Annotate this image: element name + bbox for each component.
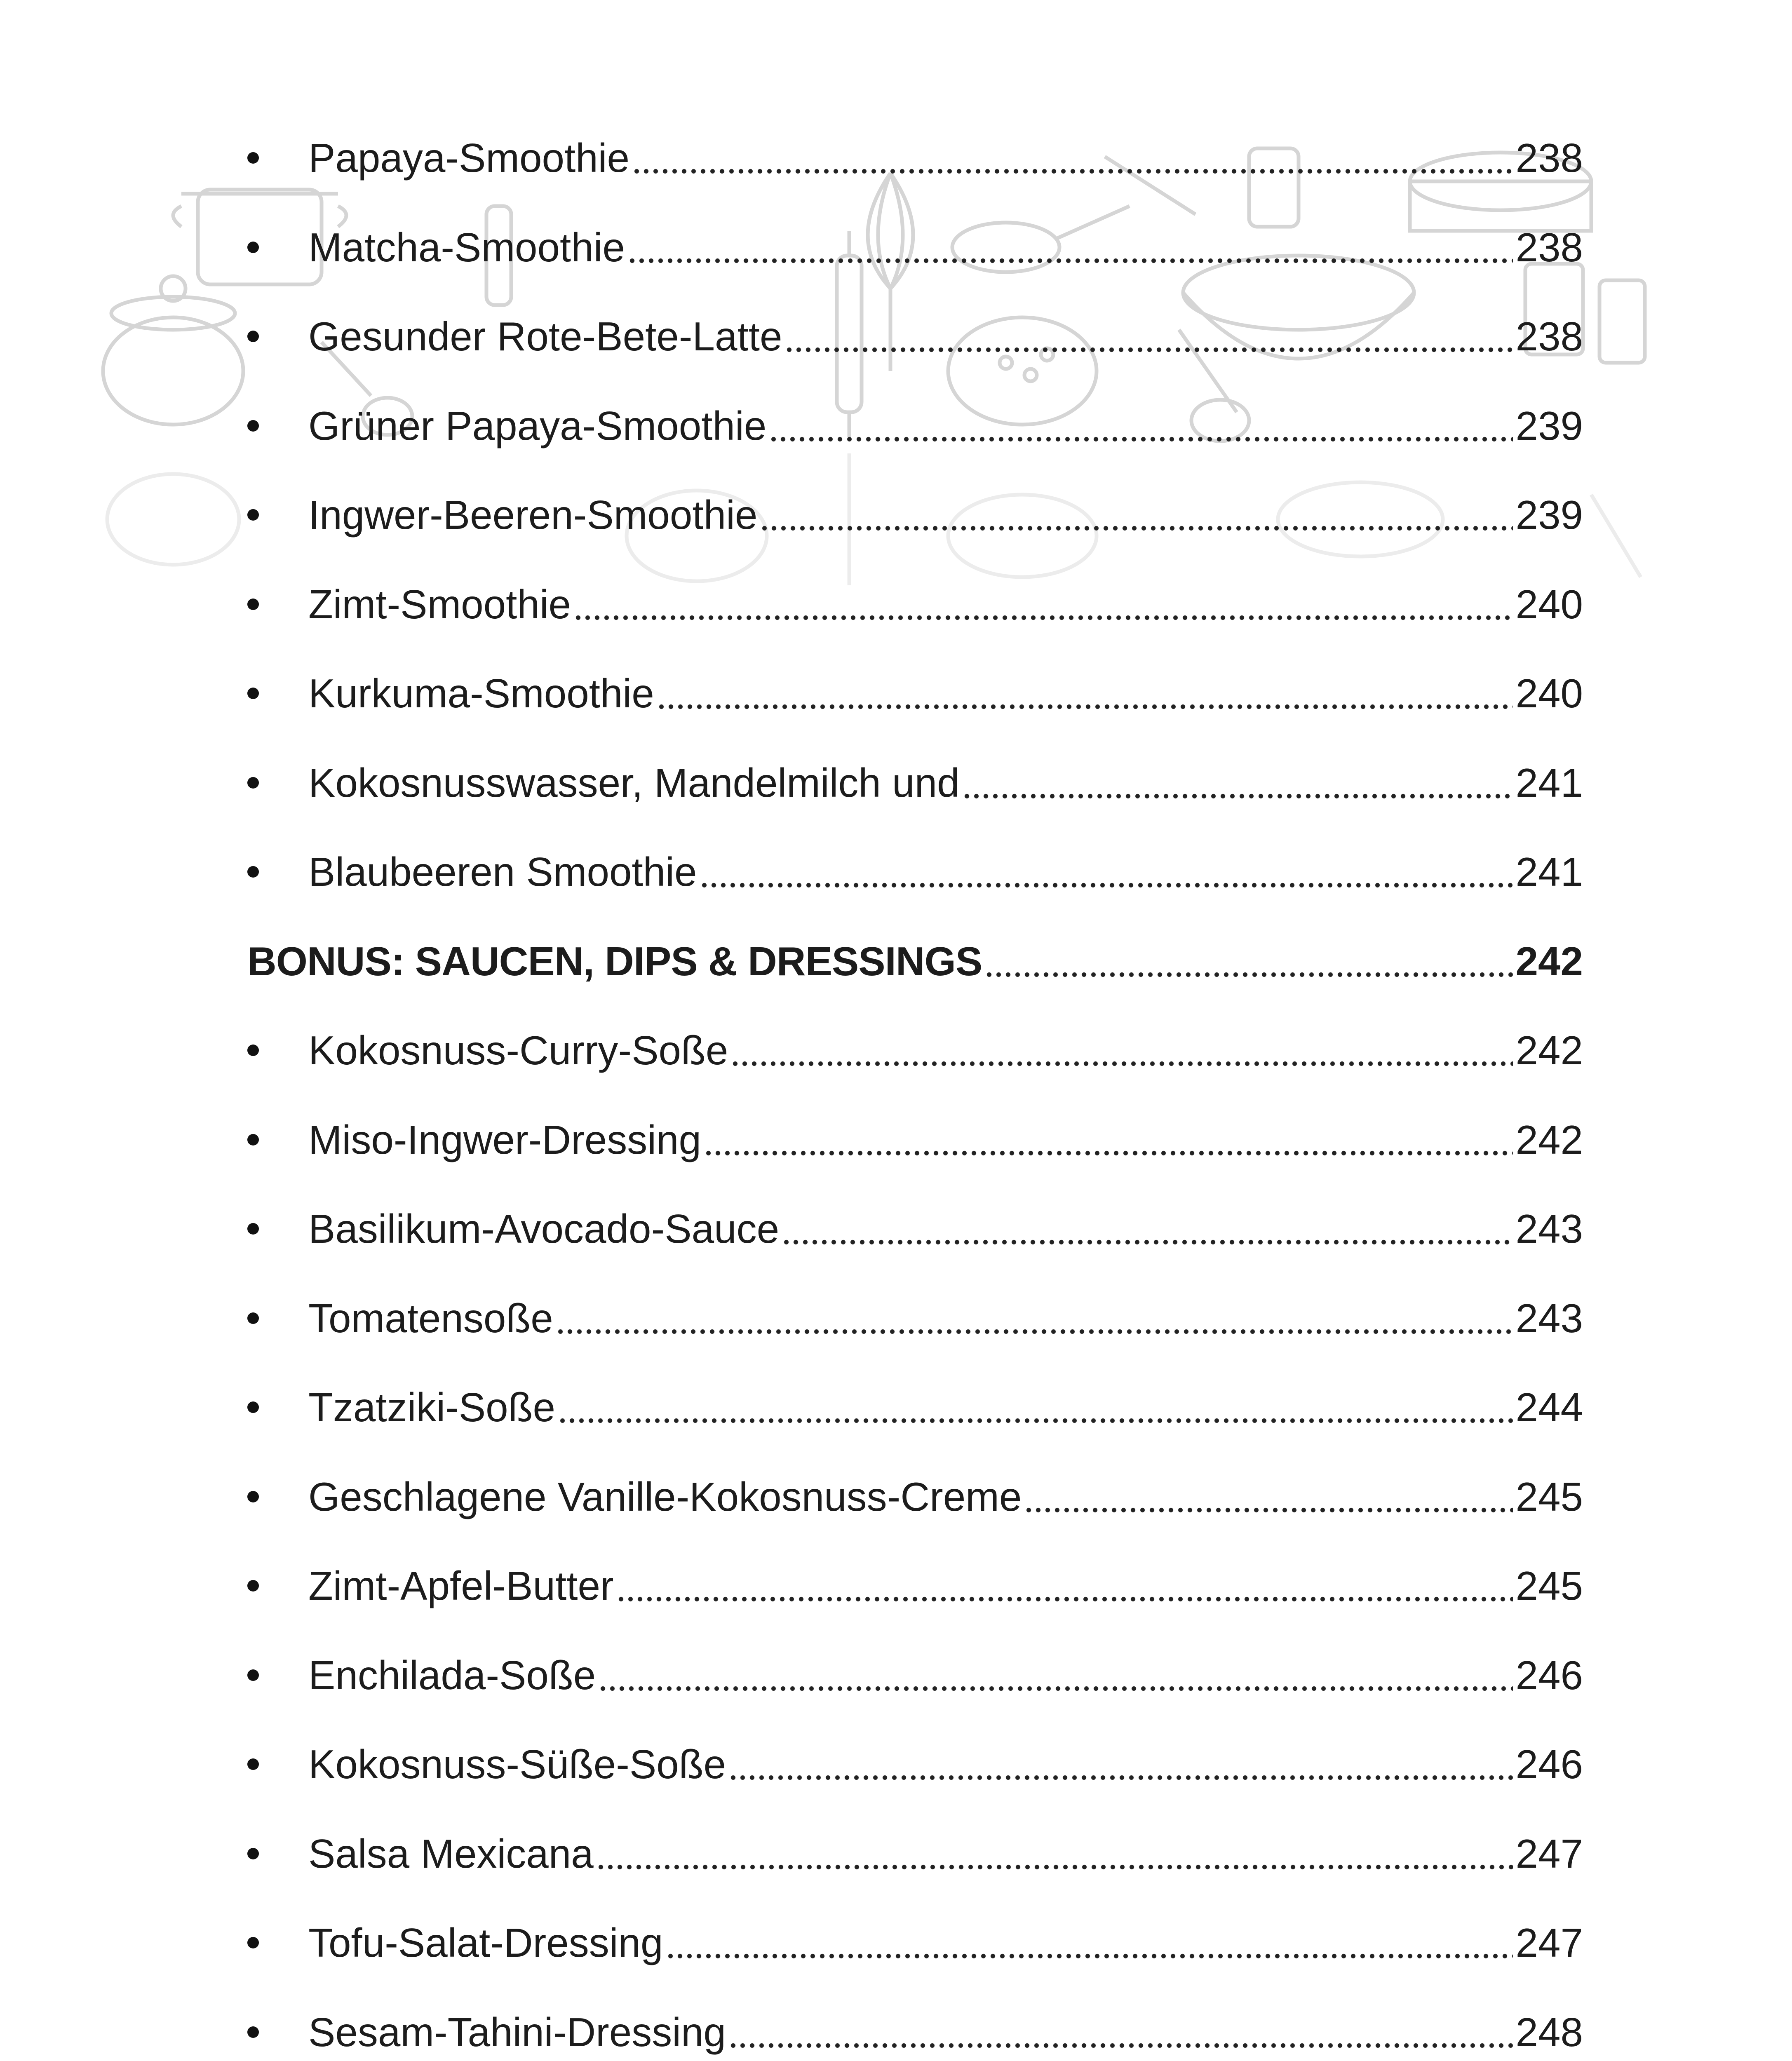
bullet-icon [247, 331, 308, 342]
toc-page-number: 240 [1515, 581, 1583, 627]
dot-leader [760, 495, 1513, 535]
toc-page-number: 245 [1515, 1474, 1583, 1519]
bullet-icon [247, 420, 308, 432]
bullet-icon [247, 1401, 308, 1413]
toc-entry-label: Kokosnuss-Süße-Soße [308, 1742, 726, 1787]
toc-page-number: 238 [1515, 314, 1583, 359]
toc-entry-label: Basilikum-Avocado-Sauce [308, 1206, 780, 1252]
toc-section-heading[interactable] [247, 917, 1583, 1006]
toc-page-number: 242 [1515, 1028, 1583, 1073]
toc-page-number: 238 [1515, 135, 1583, 181]
toc-page-number: 243 [1515, 1295, 1583, 1341]
bullet-icon [247, 1491, 308, 1502]
toc-entry[interactable] [247, 738, 1583, 828]
bullet-icon [247, 1580, 308, 1592]
toc-entry-label: Tomatensoße [308, 1295, 553, 1341]
toc-entry-label: Gesunder Rote-Bete-Latte [308, 314, 782, 359]
dot-leader [962, 763, 1513, 803]
bullet-icon [247, 2026, 308, 2038]
dot-leader [769, 406, 1513, 446]
dot-leader [632, 138, 1513, 178]
toc-entry[interactable] [247, 381, 1583, 471]
table-of-contents [247, 113, 1583, 2061]
dot-leader [666, 1923, 1513, 1963]
dot-leader [558, 1387, 1513, 1427]
toc-entry[interactable] [247, 113, 1583, 203]
toc-entry-label: Kurkuma-Smoothie [308, 671, 654, 716]
toc-entry[interactable] [247, 1363, 1583, 1452]
bullet-icon [247, 1848, 308, 1859]
dot-leader [616, 1566, 1513, 1606]
toc-entry[interactable] [247, 1809, 1583, 1899]
bullet-icon [247, 1223, 308, 1235]
toc-entry-label: Kokosnuss-Curry-Soße [308, 1028, 728, 1073]
toc-entry-label: Geschlagene Vanille-Kokosnuss-Creme [308, 1474, 1022, 1519]
toc-entry-label: Papaya-Smoothie [308, 135, 630, 181]
toc-page-number: 245 [1515, 1563, 1583, 1609]
bullet-icon [247, 1134, 308, 1146]
toc-entry-label: Kokosnusswasser, Mandelmilch und [308, 760, 960, 805]
toc-entry[interactable] [247, 1898, 1583, 1988]
dot-leader [657, 673, 1513, 714]
toc-page-number: 242 [1515, 938, 1583, 984]
toc-entry[interactable] [247, 1720, 1583, 1809]
toc-entry[interactable] [247, 649, 1583, 738]
toc-page-number: 244 [1515, 1385, 1583, 1430]
toc-page-number: 238 [1515, 224, 1583, 270]
toc-entry[interactable] [247, 1988, 1583, 2061]
toc-entry[interactable] [247, 203, 1583, 292]
toc-entry[interactable] [247, 292, 1583, 381]
toc-entry-label: Ingwer-Beeren-Smoothie [308, 492, 758, 538]
toc-entry-label: Blaubeeren Smoothie [308, 849, 697, 895]
bullet-icon [247, 599, 308, 610]
bullet-icon [247, 509, 308, 521]
toc-entry[interactable] [247, 470, 1583, 560]
bullet-icon [247, 1045, 308, 1056]
bullet-icon [247, 1312, 308, 1324]
toc-entry-label: Tofu-Salat-Dressing [308, 1920, 663, 1966]
casserole-icon [103, 276, 243, 425]
toc-entry-label: Tzatziki-Soße [308, 1385, 556, 1430]
dot-leader [1024, 1477, 1513, 1517]
dot-leader [728, 1744, 1513, 1784]
dot-leader [598, 1655, 1513, 1695]
bullet-icon [247, 1758, 308, 1770]
dot-leader [700, 852, 1513, 892]
toc-page-number: 241 [1515, 849, 1583, 895]
bullet-icon [247, 1937, 308, 1948]
bullet-icon [247, 866, 308, 878]
toc-entry-label: Zimt-Smoothie [308, 581, 571, 627]
toc-page-number: 239 [1515, 403, 1583, 448]
toc-page-number: 243 [1515, 1206, 1583, 1252]
dot-leader [704, 1120, 1513, 1160]
toc-page-number: 241 [1515, 760, 1583, 805]
toc-entry[interactable] [247, 1184, 1583, 1274]
bullet-icon [247, 688, 308, 699]
toc-page-number: 247 [1515, 1831, 1583, 1876]
dot-leader [596, 1833, 1513, 1874]
toc-page-number: 239 [1515, 492, 1583, 538]
toc-entry-label: Miso-Ingwer-Dressing [308, 1117, 702, 1162]
dot-leader [627, 227, 1513, 268]
toc-page-number: 246 [1515, 1742, 1583, 1787]
bullet-icon [247, 242, 308, 253]
toc-page-number: 247 [1515, 1920, 1583, 1966]
dot-leader [573, 584, 1513, 624]
toc-entry[interactable] [247, 1631, 1583, 1720]
toc-entry-label: Enchilada-Soße [308, 1652, 596, 1698]
dot-leader [730, 1030, 1513, 1070]
toc-entry[interactable] [247, 560, 1583, 649]
dot-leader [556, 1298, 1513, 1338]
toc-entry-label: Salsa Mexicana [308, 1831, 594, 1876]
bullet-icon [247, 1669, 308, 1681]
toc-entry[interactable] [247, 1452, 1583, 1542]
toc-page-number: 242 [1515, 1117, 1583, 1162]
dot-leader [728, 2012, 1513, 2052]
toc-entry[interactable] [247, 1541, 1583, 1631]
toc-entry-label: Matcha-Smoothie [308, 224, 625, 270]
toc-page-number: 240 [1515, 671, 1583, 716]
toc-page-number: 246 [1515, 1652, 1583, 1698]
toc-entry[interactable] [247, 1095, 1583, 1185]
bullet-icon [247, 152, 308, 164]
toc-entry[interactable] [247, 1274, 1583, 1363]
toc-entry[interactable] [247, 827, 1583, 917]
toc-entry[interactable] [247, 1006, 1583, 1095]
toc-entry-label: BONUS: SAUCEN, DIPS & DRESSINGS [247, 938, 982, 984]
dot-leader [984, 941, 1513, 981]
bullet-icon [247, 777, 308, 789]
dot-leader [782, 1209, 1513, 1249]
dot-leader [784, 316, 1513, 357]
toc-entry-label: Sesam-Tahini-Dressing [308, 2009, 726, 2055]
toc-entry-label: Zimt-Apfel-Butter [308, 1563, 614, 1609]
toc-entry-label: Grüner Papaya-Smoothie [308, 403, 767, 448]
toc-page-number: 248 [1515, 2009, 1583, 2055]
